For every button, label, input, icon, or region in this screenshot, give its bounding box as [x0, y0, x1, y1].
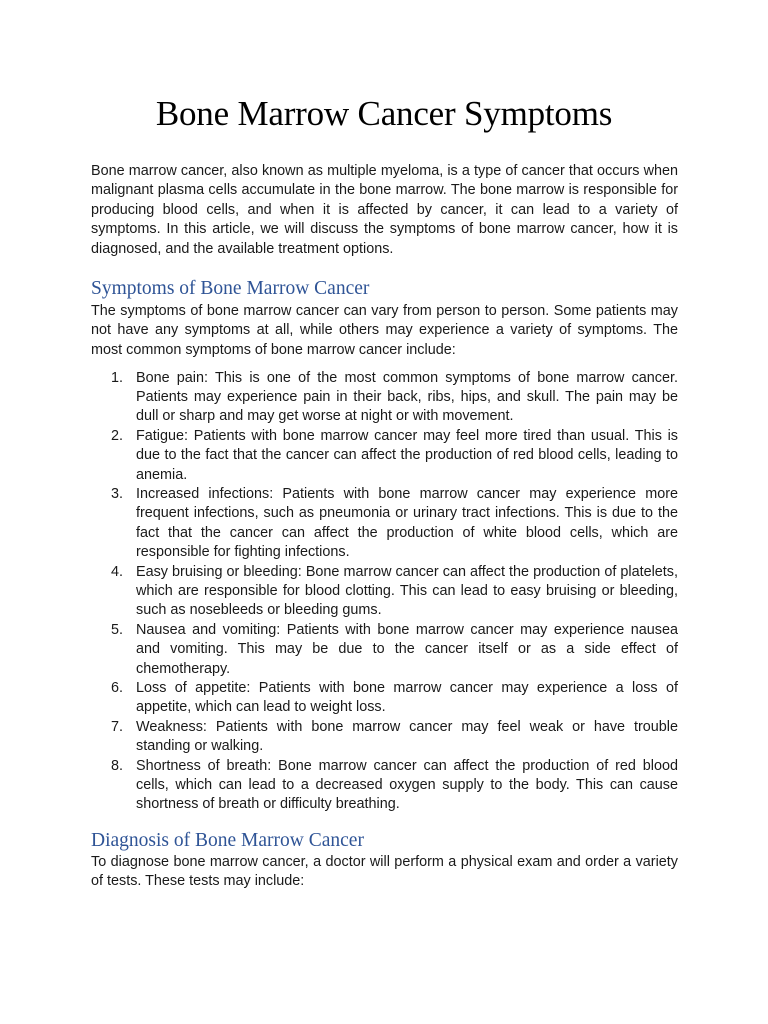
list-item-number: 5.	[111, 621, 124, 638]
list-item	[91, 563, 678, 621]
list-item	[91, 757, 678, 815]
diagnosis-section-heading: Diagnosis of Bone Marrow Cancer	[91, 830, 364, 851]
intro-paragraph: Bone marrow cancer, also known as multiple myeloma, is a type of cancer that occurs when malignant plasma cells accumulate in the bone marrow. The bone marrow is responsible for producing blood cells, and when it is affected by cancer, it can lead to a variety of symptoms. In this article, we will discuss the symptoms of bone marrow cancer, how it is diagnosed, and the available treatment options.	[91, 163, 678, 257]
list-item-text: Loss of appetite: Patients with bone marrow cancer may experience a loss of appetite, which can lead to weight loss.	[136, 680, 678, 716]
list-item-number: 4.	[111, 563, 124, 580]
list-item	[91, 679, 678, 718]
list-item	[91, 621, 678, 679]
list-item-text: Increased infections: Patients with bone marrow cancer may experience more frequent infections, such as pneumonia or urinary tract infections. This is due to the fact that the cancer can affect the production of white blood cells, which are responsible for fighting infections.	[136, 485, 678, 561]
list-item-number: 6.	[111, 680, 124, 696]
list-item-text: Fatigue: Patients with bone marrow cancer may feel more tired than usual. This is due to the fact that the cancer can affect the production of red blood cells, leading to anemia.	[136, 427, 678, 483]
list-item	[91, 485, 678, 563]
list-item	[91, 718, 678, 757]
list-item-text: Easy bruising or bleeding: Bone marrow cancer can affect the production of platelets, which are responsible for blood clotting. This can lead to easy bruising or bleeding, such as nosebleeds or bleeding gums.	[136, 563, 678, 619]
list-item	[91, 427, 678, 485]
list-item-number: 3.	[111, 485, 124, 502]
list-item-text: Nausea and vomiting: Patients with bone marrow cancer may experience nausea and vomiting. This may be due to the cancer itself or as a side effect of chemotherapy.	[136, 621, 678, 677]
list-item-text: Weakness: Patients with bone marrow cancer may feel weak or have trouble standing or walking.	[136, 718, 678, 755]
list-item-number: 2.	[111, 427, 124, 444]
list-item-number: 1.	[111, 369, 124, 386]
list-item	[91, 369, 678, 427]
symptoms-list	[91, 369, 678, 815]
list-item-text: Bone pain: This is one of the most common symptoms of bone marrow cancer. Patients may experience pain in their back, ribs, hips, and skull. The pain may be dull or sharp and may get worse at night or with movement.	[136, 369, 678, 425]
diagnosis-section-paragraph: To diagnose bone marrow cancer, a doctor will perform a physical exam and order a variety of tests. These tests may include:	[91, 854, 678, 890]
document-title: Bone Marrow Cancer Symptoms	[155, 94, 613, 133]
list-item-text: Shortness of breath: Bone marrow cancer can affect the production of red blood cells, which can lead to a decreased oxygen supply to the body. This can cause shortness of breath or difficulty breathing.	[136, 757, 678, 813]
symptoms-section-heading: Symptoms of Bone Marrow Cancer	[91, 278, 370, 299]
symptoms-section-paragraph: The symptoms of bone marrow cancer can vary from person to person. Some patients may not have any symptoms at all, while others may experience a variety of symptoms. The most common symptoms of bone marrow cancer include:	[91, 303, 678, 358]
list-item-number: 8.	[111, 757, 124, 774]
list-item-number: 7.	[111, 718, 124, 735]
